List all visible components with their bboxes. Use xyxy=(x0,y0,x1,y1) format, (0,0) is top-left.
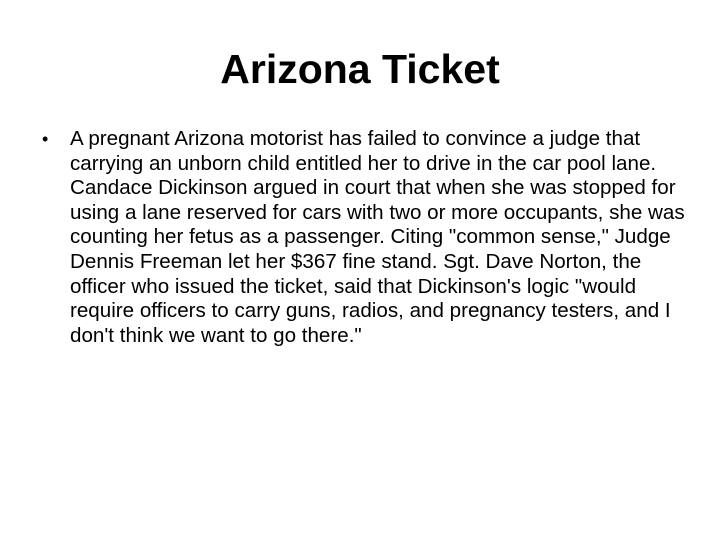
bullet-text: A pregnant Arizona motorist has failed to convince a judge that carrying an unborn child entitled her to drive in the car pool lane. Candace Dickinson argued in court that when she was stopped for using a lane reserved for cars with two or more occupants, she was counting her fetus as a passenger. Citing "common sense," Judge Dennis Freeman let her $367 fine stand. Sgt. Dave Norton, the officer who issued the ticket, said that Dickinson's logic "would require officers to carry guns, radios, and pregnancy testers, and I don't think we want to go there." xyxy=(70,127,685,347)
bullet-marker: • xyxy=(42,129,49,149)
slide-title: Arizona Ticket xyxy=(220,46,500,92)
bullet-item xyxy=(36,127,696,348)
bullet-list xyxy=(36,127,696,348)
